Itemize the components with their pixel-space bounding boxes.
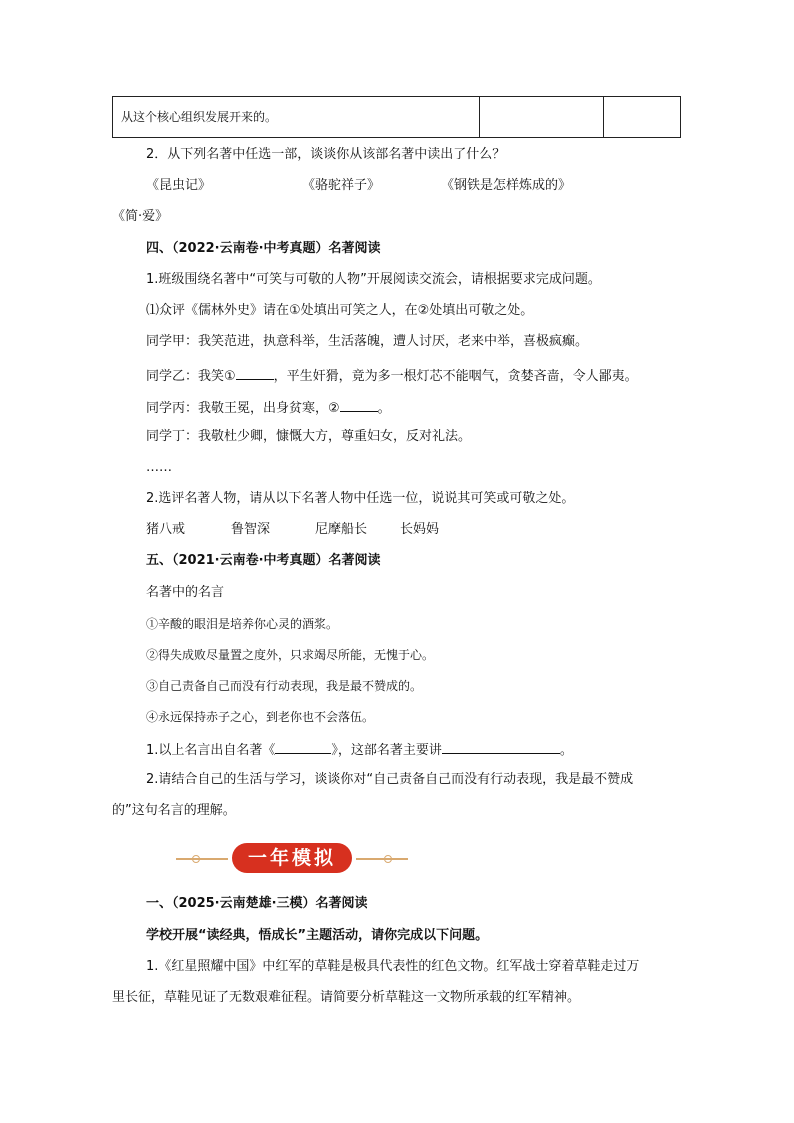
section-5-q2-line1: 2.请结合自己的生活与学习，谈谈你对“自己责备自己而没有行动表现，我是最不赞成 — [146, 772, 634, 787]
question-2-prompt: 2．从下列名著中任选一部，谈谈你从该部名著中读出了什么？ — [146, 147, 506, 162]
student-yi-text-b: ，平生奸猾，竟为多一根灯芯不能咽气，贪婪吝啬，令人鄙夷。 — [273, 369, 638, 384]
student-bing-text-a: 同学丙：我敬王冕，出身贫寒，② — [146, 401, 340, 416]
book-content-blank-input[interactable] — [442, 739, 560, 754]
book-title-blank-input[interactable] — [275, 739, 331, 754]
section-4-intro: 1.班级围绕名著中“可笑与可敬的人物”开展阅读交流会，请根据要求完成问题。 — [146, 272, 601, 287]
quote-item: ①辛酸的眼泪是培养你心灵的酒浆。 — [146, 617, 339, 631]
banner-left-rule — [176, 858, 228, 860]
section-4-heading: 四、（2022·云南卷·中考真题）名著阅读 — [146, 241, 381, 256]
section-5-q2-line2: 的”这句名言的理解。 — [112, 803, 236, 818]
banner-right-rule — [356, 858, 408, 860]
banner-left-ornament — [192, 855, 200, 863]
student-ding-line: 同学丁：我敬杜少卿，慷慨大方，尊重妇女，反对礼法。 — [146, 429, 472, 444]
quote-item: ③自己责备自己而没有行动表现，我是最不赞成的。 — [146, 679, 423, 693]
student-yi-text-a: 同学乙：我笑① — [146, 369, 236, 384]
q1-text-b: 》，这部名著主要讲 — [331, 743, 442, 758]
ellipsis: …… — [146, 460, 172, 475]
table-cell-text — [113, 97, 480, 137]
blank-2-input[interactable] — [340, 397, 378, 412]
book-option: 《简·爱》 — [112, 209, 169, 224]
section-4-sub1: ⑴众评《儒林外史》请在①处填出可笑之人，在②处填出可敬之处。 — [146, 303, 534, 318]
section-5-subtitle: 名著中的名言 — [146, 585, 225, 600]
book-option: 《骆驼祥子》 — [302, 178, 381, 193]
mock-1-heading: 一、（2025·云南楚雄·三模）名著阅读 — [146, 896, 368, 911]
banner-right-ornament — [384, 855, 392, 863]
section-4-q2: 2.选评名著人物，请从以下名著人物中任选一位，说说其可笑或可敬之处。 — [146, 491, 575, 506]
table-cell-empty — [480, 97, 604, 137]
character-option: 长妈妈 — [400, 522, 440, 537]
student-bing-line — [146, 397, 391, 418]
quote-item: ④永远保持赤子之心，到老你也不会落伍。 — [146, 710, 375, 724]
answer-table-fragment — [112, 96, 681, 138]
one-year-mock-banner — [172, 842, 412, 874]
quote-item: ②得失成败尽量置之度外，只求竭尽所能，无愧于心。 — [146, 648, 435, 662]
student-yi-line — [146, 365, 638, 386]
mock-1-theme: 学校开展“读经典，悟成长”主题活动，请你完成以下问题。 — [146, 928, 489, 943]
q1-text-a: 1.以上名言出自名著《 — [146, 743, 276, 758]
character-option: 尼摩船长 — [315, 522, 368, 537]
book-option: 《钢铁是怎样炼成的》 — [441, 178, 572, 193]
character-option: 鲁智深 — [231, 522, 271, 537]
student-bing-text-b: 。 — [377, 401, 391, 416]
mock-1-q1-line2: 里长征，草鞋见证了无数艰难征程。请简要分析草鞋这一文物所承载的红军精神。 — [112, 990, 581, 1005]
blank-1-input[interactable] — [236, 365, 274, 380]
section-5-heading: 五、（2021·云南卷·中考真题）名著阅读 — [146, 553, 381, 568]
character-option: 猪八戒 — [146, 522, 186, 537]
student-jia-line: 同学甲：我笑范进，执意科举，生活落魄，遭人讨厌，老来中举，喜极疯癫。 — [146, 334, 589, 349]
banner-title: 一年模拟 — [232, 843, 352, 873]
section-5-q1 — [146, 739, 573, 760]
mock-1-q1-line1: 1.《红星照耀中国》中红军的草鞋是极具代表性的红色文物。红军战士穿着草鞋走过万 — [146, 959, 640, 974]
table-cell-content: 从这个核心组织发展开来的。 — [121, 110, 278, 124]
book-option: 《昆虫记》 — [146, 178, 212, 193]
q1-text-c: 。 — [559, 743, 573, 758]
